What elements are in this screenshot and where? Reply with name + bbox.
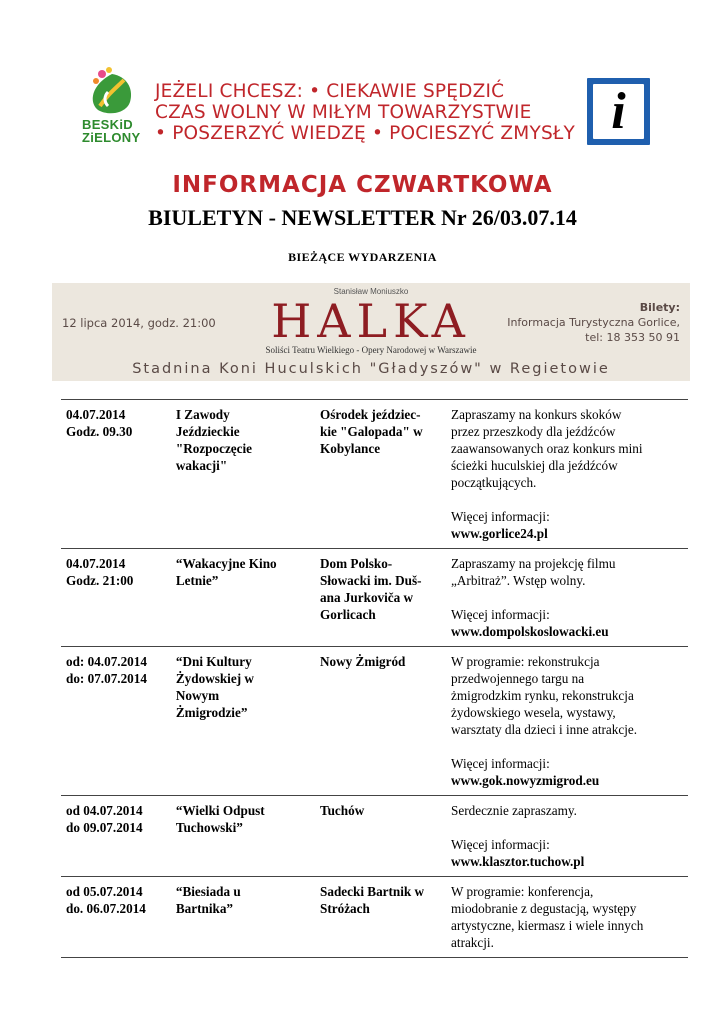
event-place-line: Ośrodek jeździec-	[320, 407, 421, 422]
tourist-information-icon	[587, 78, 650, 145]
event-description-line: żydowskiego wesela, wystawy,	[451, 705, 616, 720]
event-place-line: Gorlicach	[320, 607, 376, 622]
event-date	[61, 400, 171, 549]
event-description	[446, 549, 688, 647]
event-place-line: Kobylance	[320, 441, 381, 456]
event-description	[446, 647, 688, 796]
event-name-line: “Dni Kultury	[175, 654, 252, 669]
event-name	[171, 647, 315, 796]
event-date	[61, 796, 171, 877]
tickets-place: Informacja Turystyczna Gorlice,	[507, 316, 680, 329]
table-row	[61, 549, 688, 647]
event-description-line: ścieżki huculskiej dla jeźdźców	[451, 458, 618, 473]
event-name	[171, 400, 315, 549]
halka-banner	[52, 283, 690, 381]
event-name-line: Nowym	[175, 688, 220, 703]
event-place-line: kie "Galopada" w	[320, 424, 423, 439]
slogan	[155, 81, 575, 144]
event-link[interactable]: www.gorlice24.pl	[451, 526, 548, 541]
event-place-line: Dom Polsko-	[320, 556, 393, 571]
event-description	[446, 796, 688, 877]
logo-line: BESKiD	[82, 117, 133, 132]
event-description-line: zaawansowanych oraz konkurs mini	[451, 441, 643, 456]
events-table	[61, 399, 688, 958]
event-description-line: atrakcji.	[451, 935, 494, 950]
event-date-line: do: 07.07.2014	[66, 671, 147, 686]
event-place-line: Słowacki im. Duš-	[320, 573, 422, 588]
table-row	[61, 796, 688, 877]
event-name-line: Żmigrodzie”	[175, 705, 248, 720]
event-description-line: początkujących.	[451, 475, 537, 490]
banner-title: HALKA	[271, 294, 471, 348]
event-name-line: I Zawody	[175, 407, 230, 422]
event-place	[315, 400, 446, 549]
newsletter-subtitle: BIULETYN - NEWSLETTER Nr 26/03.07.14	[148, 205, 577, 230]
section-heading: BIEŻĄCE WYDARZENIA	[288, 250, 437, 264]
event-name-line: “Wakacyjne Kino	[175, 556, 277, 571]
table-row	[61, 400, 688, 549]
banner-composer: Stanisław Moniuszko	[333, 287, 409, 296]
event-description	[446, 877, 688, 958]
event-description-line: przedwojennego targu na	[451, 671, 585, 686]
event-name-line: “Biesiada u	[175, 884, 241, 899]
more-info-label: Więcej informacji:	[451, 607, 550, 622]
event-name-line: wakacji"	[175, 458, 228, 473]
event-place	[315, 877, 446, 958]
event-description-line: W programie: konferencja,	[451, 884, 594, 899]
event-description-line: żmigrodzkim rynku, rekonstrukcja	[451, 688, 634, 703]
more-info-label: Więcej informacji:	[451, 756, 550, 771]
beskid-zielony-logo	[82, 66, 142, 152]
event-name-line: Bartnika”	[175, 901, 234, 916]
event-date-line: Godz. 21:00	[66, 573, 134, 588]
event-place	[315, 647, 446, 796]
event-name	[171, 796, 315, 877]
more-info-label: Więcej informacji:	[451, 837, 550, 852]
event-link[interactable]: www.klasztor.tuchow.pl	[451, 854, 585, 869]
event-date-line: od 04.07.2014	[66, 803, 143, 818]
event-date-line: 04.07.2014	[66, 556, 126, 571]
event-place-line: Sadecki Bartnik w	[320, 884, 425, 899]
event-date	[61, 549, 171, 647]
event-description-line: Serdecznie zapraszamy.	[451, 803, 577, 818]
event-link[interactable]: www.dompolskoslowacki.eu	[451, 624, 609, 639]
table-row	[61, 647, 688, 796]
event-description-line: Zapraszamy na projekcję filmu	[451, 556, 616, 571]
event-name-line: “Wielki Odpust	[175, 803, 265, 818]
banner-tickets	[505, 300, 680, 345]
event-name	[171, 549, 315, 647]
event-place-line: ana Jurkoviča w	[320, 590, 414, 605]
tickets-title: Bilety:	[639, 301, 680, 314]
event-date-line: od 05.07.2014	[66, 884, 143, 899]
event-place	[315, 549, 446, 647]
event-date-line: od: 04.07.2014	[66, 654, 147, 669]
slogan-line: • POSZERZYĆ WIEDZĘ • POCIESZYĆ ZMYSŁY	[155, 123, 576, 144]
logo-line: ZiELONY	[82, 130, 141, 145]
event-description-line: warsztaty dla dzieci i inne atrakcje.	[451, 722, 638, 737]
event-place-line: Nowy Żmigród	[320, 654, 406, 669]
header	[82, 66, 682, 158]
table-row	[61, 877, 688, 958]
page-title: INFORMACJA CZWARTKOWA	[172, 172, 553, 198]
event-name	[171, 877, 315, 958]
banner-venue: Stadnina Koni Huculskich "Gładyszów" w Regietowie	[132, 361, 610, 377]
event-date-line: Godz. 09.30	[66, 424, 133, 439]
tickets-phone: tel: 18 353 50 91	[585, 331, 680, 344]
event-date-line: do. 06.07.2014	[66, 901, 146, 916]
leaf-logo-icon	[82, 66, 142, 118]
event-name-line: "Rozpoczęcie	[175, 441, 253, 456]
event-place	[315, 796, 446, 877]
event-date-line: 04.07.2014	[66, 407, 126, 422]
banner-soloists: Soliści Teatru Wielkiego - Opery Narodowej w Warszawie	[265, 345, 477, 355]
event-link[interactable]: www.gok.nowyzmigrod.eu	[451, 773, 600, 788]
banner-date: 12 lipca 2014, godz. 21:00	[62, 316, 216, 330]
event-place-line: Stróżach	[320, 901, 370, 916]
event-date	[61, 877, 171, 958]
event-description-line: artystyczne, kiermasz i wiele innych	[451, 918, 644, 933]
info-letter: i	[593, 84, 644, 139]
slogan-line: CZAS WOLNY W MIŁYM TOWARZYSTWIE	[155, 102, 532, 123]
event-description-line: przez przeszkody dla jeźdźców	[451, 424, 616, 439]
event-description-line: miodobranie z degustacją, występy	[451, 901, 637, 916]
event-date-line: do 09.07.2014	[66, 820, 143, 835]
event-place-line: Tuchów	[320, 803, 365, 818]
event-description-line: „Arbitraż”. Wstęp wolny.	[451, 573, 586, 588]
event-description	[446, 400, 688, 549]
slogan-line: JEŻELI CHCESZ: • CIEKAWIE SPĘDZIĆ	[155, 81, 505, 102]
more-info-label: Więcej informacji:	[451, 509, 550, 524]
event-name-line: Żydowskiej w	[175, 671, 254, 686]
event-name-line: Jeździeckie	[175, 424, 240, 439]
event-name-line: Tuchowski”	[175, 820, 243, 835]
event-description-line: Zapraszamy na konkurs skoków	[451, 407, 622, 422]
event-name-line: Letnie”	[175, 573, 219, 588]
event-date	[61, 647, 171, 796]
event-description-line: W programie: rekonstrukcja	[451, 654, 600, 669]
